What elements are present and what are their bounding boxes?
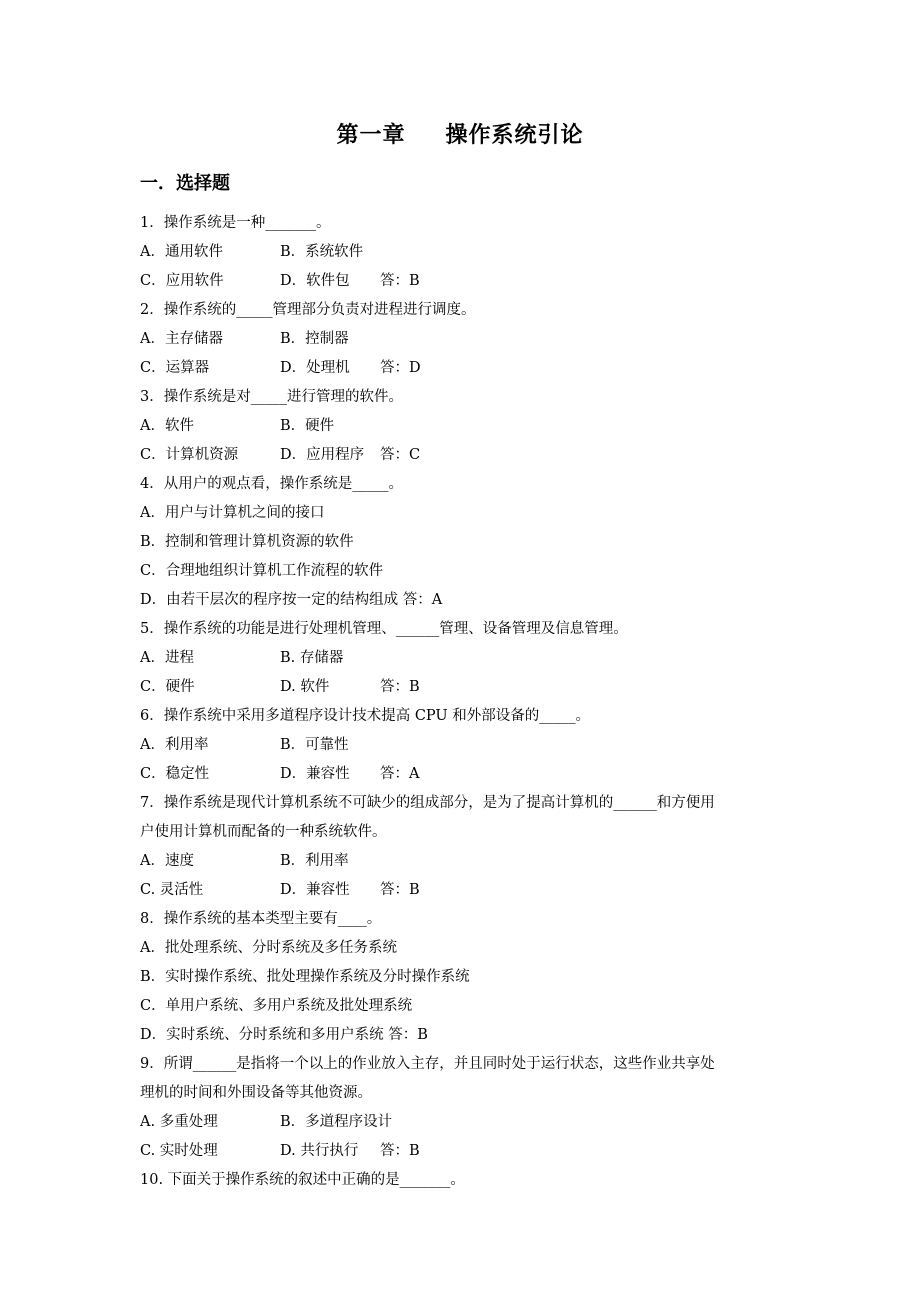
option-line	[140, 267, 790, 296]
option-line	[140, 354, 790, 383]
question-list	[140, 209, 790, 1195]
option-b: B．可靠性	[280, 737, 349, 753]
option-a: C．稳定性	[140, 766, 210, 782]
option-b: D. 共行执行	[280, 1143, 359, 1159]
option-a: A．软件	[140, 418, 194, 434]
answer-label: 答：C	[380, 447, 421, 463]
option-line	[140, 876, 790, 905]
option-b: B．硬件	[280, 418, 335, 434]
option-b: D．应用程序	[280, 447, 365, 463]
option-line	[140, 673, 790, 702]
option-a: A．速度	[140, 853, 194, 869]
option-a: C．硬件	[140, 679, 195, 695]
option-a: C．应用软件	[140, 273, 224, 289]
option-line	[140, 441, 790, 470]
option-a: C．运算器	[140, 360, 210, 376]
answer-label: 答：B	[380, 273, 420, 289]
option-b: B．控制器	[280, 331, 349, 347]
option-a: A．主存储器	[140, 331, 223, 347]
question-line: B．实时操作系统、批处理操作系统及分时操作系统	[140, 969, 470, 985]
option-line	[140, 760, 790, 789]
chapter-title	[0, 118, 920, 152]
option-line	[140, 731, 790, 760]
question-line: C．合理地组织计算机工作流程的软件	[140, 563, 384, 579]
option-b: D. 软件	[280, 679, 330, 695]
question-line: 1．操作系统是一种_______。	[140, 215, 331, 231]
option-line	[140, 1108, 790, 1137]
question-line: 2．操作系统的_____管理部分负责对进程进行调度。	[140, 302, 476, 318]
option-line	[140, 412, 790, 441]
question-line: 理机的时间和外围设备等其他资源。	[140, 1085, 372, 1101]
question-line: 7．操作系统是现代计算机系统不可缺少的组成部分，是为了提高计算机的______和方便用	[140, 795, 715, 811]
option-b: B．系统软件	[280, 244, 364, 260]
answer-label: 答：B	[380, 882, 420, 898]
option-a: A．进程	[140, 650, 194, 666]
option-a: C．计算机资源	[140, 447, 239, 463]
chapter-number: 第一章	[336, 122, 406, 148]
question-line: 6．操作系统中采用多道程序设计技术提高 CPU 和外部设备的_____。	[140, 708, 591, 724]
question-line: C．单用户系统、多用户系统及批处理系统	[140, 998, 413, 1014]
question-line: B．控制和管理计算机资源的软件	[140, 534, 354, 550]
option-line	[140, 325, 790, 354]
question-line: 4．从用户的观点看，操作系统是_____。	[140, 476, 403, 492]
option-b: D．兼容性	[280, 766, 350, 782]
option-a: C. 灵活性	[140, 882, 204, 898]
option-a: A．利用率	[140, 737, 209, 753]
option-a: A. 多重处理	[140, 1114, 218, 1130]
option-line	[140, 644, 790, 673]
question-line: 户使用计算机而配备的一种系统软件。	[140, 824, 387, 840]
question-line: 8．操作系统的基本类型主要有____。	[140, 911, 382, 927]
option-b: D．软件包	[280, 273, 350, 289]
answer-label: 答：B	[380, 679, 420, 695]
option-line	[140, 238, 790, 267]
chapter-name: 操作系统引论	[445, 122, 584, 148]
question-line: D．由若干层次的程序按一定的结构组成 答：A	[140, 592, 443, 608]
option-b: D．处理机	[280, 360, 350, 376]
question-line: 5．操作系统的功能是进行处理机管理、______管理、设备管理及信息管理。	[140, 621, 628, 637]
answer-label: 答：A	[380, 766, 420, 782]
option-b: D．兼容性	[280, 882, 350, 898]
option-line	[140, 847, 790, 876]
answer-label: 答：B	[380, 1143, 420, 1159]
option-a: C. 实时处理	[140, 1143, 218, 1159]
question-line: 9．所谓______是指将一个以上的作业放入主存，并且同时处于运行状态，这些作业共享处	[140, 1056, 715, 1072]
option-a: A．通用软件	[140, 244, 223, 260]
option-b: B．利用率	[280, 853, 349, 869]
question-line: D．实时系统、分时系统和多用户系统 答：B	[140, 1027, 428, 1043]
question-line: A．用户与计算机之间的接口	[140, 505, 325, 521]
question-line: 3．操作系统是对_____进行管理的软件。	[140, 389, 403, 405]
option-line	[140, 1137, 790, 1166]
section-title: 一．选择题	[140, 173, 230, 194]
question-line: A．批处理系统、分时系统及多任务系统	[140, 940, 397, 956]
option-b: B．多道程序设计	[280, 1114, 393, 1130]
answer-label: 答：D	[380, 360, 421, 376]
question-line: 10. 下面关于操作系统的叙述中正确的是_______。	[140, 1172, 465, 1188]
option-b: B. 存储器	[280, 650, 344, 666]
